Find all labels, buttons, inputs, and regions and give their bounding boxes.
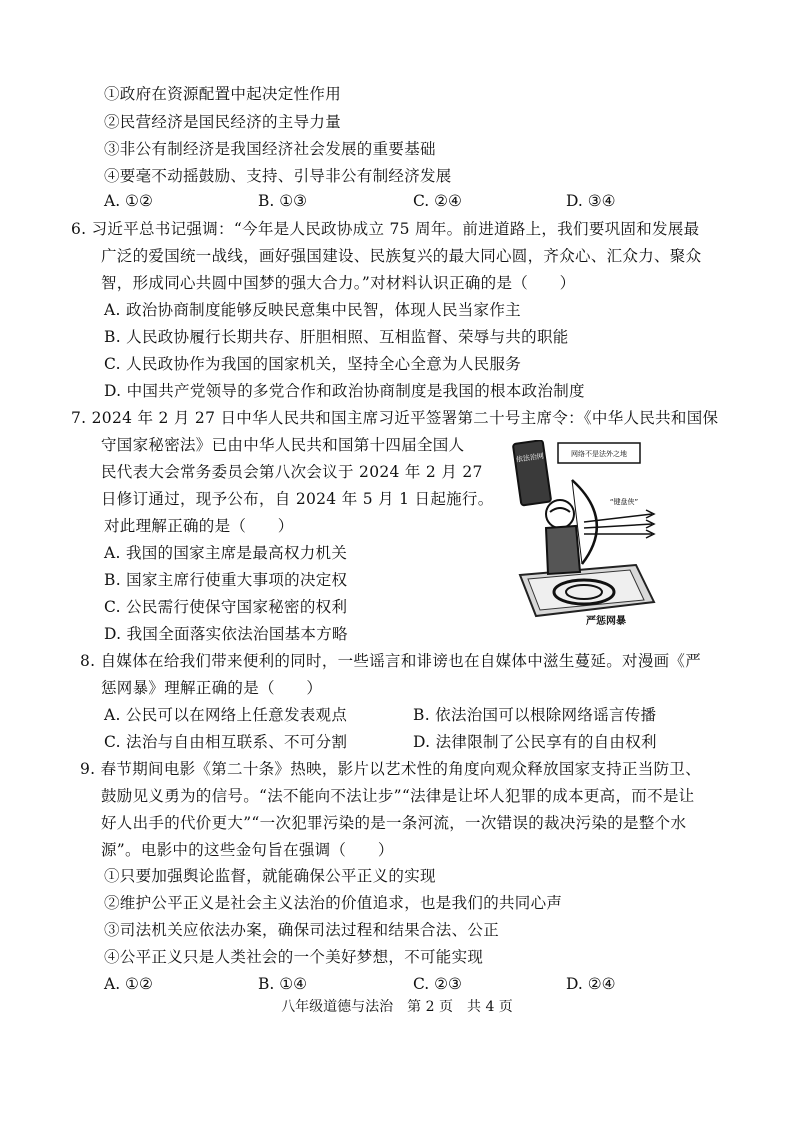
q7-stem-line-4: 日修订通过，现予公布，自 2024 年 5 月 1 日起施行。 bbox=[101, 490, 494, 508]
q8-option-a: A. 公民可以在网络上任意发表观点 bbox=[104, 706, 348, 724]
q7-option-a: A. 我国的国家主席是最高权力机关 bbox=[104, 544, 348, 562]
q9-option-d: D. ②④ bbox=[566, 975, 616, 993]
q7-stem-line-3: 民代表大会常务委员会第八次会议于 2024 年 2 月 27 bbox=[101, 463, 483, 481]
q9-stem-line-2: 鼓励见义勇为的信号。“法不能向不法让步”“法律是让坏人犯罪的成本更高，而不是让 bbox=[101, 787, 695, 805]
cartoon-sign-text: 网络不是法外之地 bbox=[571, 450, 627, 458]
q5-option-b: B. ①③ bbox=[258, 192, 308, 210]
q6-stem-line-3: 智，形成同心共圆中国梦的强大合力。”对材料认识正确的是（ ） bbox=[101, 274, 576, 292]
q5-item-3: ③非公有制经济是我国经济社会发展的重要基础 bbox=[104, 140, 436, 158]
cartoon-caption: 严惩网暴 bbox=[586, 616, 626, 627]
q9-stem-line-4: 源”。电影中的这些金句旨在强调（ ） bbox=[101, 841, 394, 859]
q7-option-c: C. 公民需行使保守国家秘密的权利 bbox=[104, 598, 348, 616]
q6-option-b: B. 人民政协履行长期共存、肝胆相照、互相监督、荣辱与共的职能 bbox=[104, 328, 569, 346]
q6-option-c: C. 人民政协作为我国的国家机关，坚持全心全意为人民服务 bbox=[104, 355, 522, 373]
q8-option-c: C. 法治与自由相互联系、不可分割 bbox=[104, 733, 348, 751]
q7-option-d: D. 我国全面落实依法治国基本方略 bbox=[104, 625, 348, 643]
q8-option-b: B. 依法治国可以根除网络谣言传播 bbox=[413, 706, 657, 724]
q9-item-1: ①只要加强舆论监督，就能确保公平正义的实现 bbox=[104, 867, 436, 885]
q6-option-a: A. 政治协商制度能够反映民意集中民智，体现人民当家作主 bbox=[104, 301, 521, 319]
q6-stem-line-2: 广泛的爱国统一战线，画好强国建设、民族复兴的最大同心圆，齐众心、汇众力、聚众 bbox=[101, 247, 702, 265]
q8-stem-line-1: 8. 自媒体在给我们带来便利的同时，一些谣言和诽谤也在自媒体中滋生蔓延。对漫画《严 bbox=[80, 652, 702, 670]
q9-option-c: C. ②③ bbox=[413, 975, 462, 993]
q7-stem-line-5: 对此理解正确的是（ ） bbox=[104, 517, 294, 535]
q7-option-b: B. 国家主席行使重大事项的决定权 bbox=[104, 571, 348, 589]
q9-option-a: A. ①② bbox=[104, 975, 153, 993]
q6-option-d: D. 中国共产党领导的多党合作和政治协商制度是我国的根本政治制度 bbox=[104, 382, 585, 400]
cartoon-shield-text: 依法治网 bbox=[515, 452, 545, 464]
q9-option-b: B. ①④ bbox=[258, 975, 308, 993]
q7-stem-line-1: 7. 2024 年 2 月 27 日中华人民共和国主席习近平签署第二十号主席令：《中华人民共和国保 bbox=[71, 409, 719, 427]
q5-option-c: C. ②④ bbox=[413, 192, 462, 210]
q6-stem-line-1: 6. 习近平总书记强调：“今年是人民政协成立 75 周年。前进道路上，我们要巩固和发展最 bbox=[71, 220, 700, 238]
q8-option-d: D. 法律限制了公民享有的自由权利 bbox=[413, 733, 657, 751]
q5-item-4: ④要毫不动摇鼓励、支持、引导非公有制经济发展 bbox=[104, 167, 452, 185]
q9-stem-line-3: 好人出手的代价更大”“一次犯罪污染的是一条河流，一次错误的裁决污染的是整个水 bbox=[101, 814, 687, 832]
q5-item-2: ②民营经济是国民经济的主导力量 bbox=[104, 113, 342, 131]
q5-option-a: A. ①② bbox=[104, 192, 153, 210]
page-footer: 八年级道德与法治 第 2 页 共 4 页 bbox=[281, 999, 513, 1015]
q5-option-d: D. ③④ bbox=[566, 192, 616, 210]
q5-item-1: ①政府在资源配置中起决定性作用 bbox=[104, 85, 342, 103]
q9-item-4: ④公平正义只是人类社会的一个美好梦想，不可能实现 bbox=[104, 948, 484, 966]
q9-item-3: ③司法机关应依法办案，确保司法过程和结果合法、公正 bbox=[104, 921, 500, 939]
q8-stem-line-2: 惩网暴》理解正确的是（ ） bbox=[101, 679, 323, 697]
q7-stem-line-2: 守国家秘密法》已由中华人民共和国第十四届全国人 bbox=[101, 436, 465, 454]
q9-stem-line-1: 9. 春节期间电影《第二十条》热映，影片以艺术性的角度向观众释放国家支持正当防卫、 bbox=[80, 760, 702, 778]
cartoon-illustration bbox=[506, 440, 656, 630]
cartoon-target-label: “键盘侠” bbox=[609, 498, 639, 506]
q9-item-2: ②维护公平正义是社会主义法治的价值追求，也是我们的共同心声 bbox=[104, 894, 563, 912]
